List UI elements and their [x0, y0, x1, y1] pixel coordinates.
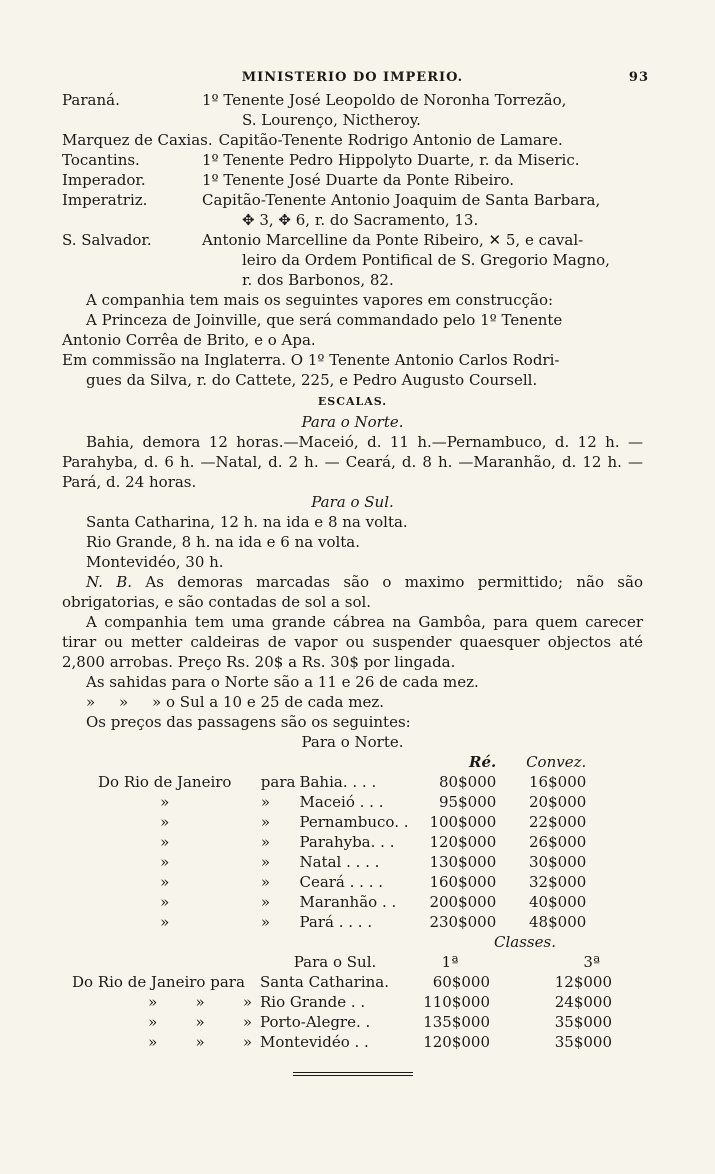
- ship-line: 1º Tenente José Leopoldo de Noronha Torrezão,: [202, 91, 567, 109]
- table-row: [72, 992, 612, 1012]
- col-first-header: 1ª: [441, 953, 459, 971]
- dest-cell: Rio Grande . .: [260, 993, 366, 1011]
- ship-commander: [202, 190, 643, 230]
- ship-entry: [62, 90, 643, 130]
- escalas-norte-text: Bahia, demora 12 horas.—Maceió, d. 11 h.—Pernambuco, d. 12 h. —Parahyba, d. 6 h. —Natal, d. 2 h. — Ceará, d. 8 h. —Maranhão, d. 12 h. —Pará, d. 24 horas.: [62, 433, 643, 491]
- ditto-cell: »: [160, 833, 170, 851]
- ditto-cell: »: [260, 873, 271, 891]
- ship-line: leiro da Ordem Pontifical de S. Gregorio Magno,: [242, 251, 610, 269]
- ship-entry: [62, 170, 643, 190]
- ditto-cell: »: [160, 893, 170, 911]
- escalas-sul-line: Montevidéo, 30 h.: [86, 553, 224, 571]
- fares-sul-title: Para o Sul.: [293, 953, 377, 971]
- ship-name: Imperatriz.: [62, 191, 148, 209]
- re-cell: 200$000: [429, 893, 497, 911]
- ditto-cell: »: [260, 913, 271, 931]
- convez-cell: 40$000: [529, 893, 587, 911]
- table-row: [98, 832, 586, 852]
- origin-cell: Do Rio de Janeiro: [98, 773, 232, 791]
- table-row: [98, 912, 586, 932]
- dest-cell: Maceió . . .: [299, 793, 384, 811]
- dest-cell: Ceará . . . .: [299, 873, 384, 891]
- re-cell: 100$000: [429, 813, 497, 831]
- re-cell: 130$000: [429, 853, 497, 871]
- ship-commander: [202, 230, 643, 290]
- nb-note: [62, 572, 643, 612]
- ship-list: [62, 90, 643, 290]
- convez-cell: 20$000: [529, 793, 587, 811]
- construction-intro: A companhia tem mais os seguintes vapores em construcção:: [86, 291, 554, 309]
- re-cell: 160$000: [429, 873, 497, 891]
- convez-cell: 32$000: [529, 873, 587, 891]
- third-class-cell: 12$000: [554, 973, 612, 991]
- ship-entry: [62, 230, 643, 290]
- fares-norte-title: Para o Norte.: [301, 733, 404, 751]
- ship-name: S. Salvador.: [62, 231, 152, 249]
- ship-entry: [62, 190, 643, 230]
- first-class-cell: 135$000: [423, 1013, 490, 1031]
- fares-norte-table: [98, 752, 586, 932]
- table-row: [98, 792, 586, 812]
- precos-intro: Os preços das passagens são os seguintes:: [86, 713, 411, 731]
- prep-cell: para: [260, 773, 296, 791]
- ship-line: ✥ 3, ✥ 6, r. do Sacramento, 13.: [242, 211, 479, 229]
- third-class-cell: 35$000: [554, 1033, 612, 1051]
- classes-label: Classes.: [494, 933, 556, 951]
- ship-entry: [62, 150, 643, 170]
- construction-line: A Princeza de Joinville, que será commandado pelo 1º Tenente: [86, 311, 563, 329]
- ship-name: Paraná.: [62, 91, 120, 109]
- table-header-row: [72, 952, 612, 972]
- ship-commander: [202, 90, 643, 130]
- escalas-heading: ESCALAS.: [317, 395, 388, 408]
- nb-text: As demoras marcadas são o maximo permittido; não são obrigatorias, e são contadas de sol a sol.: [62, 573, 643, 611]
- escalas-sul-title: Para o Sul.: [311, 493, 394, 511]
- table-row: [98, 772, 586, 792]
- table-row: [98, 892, 586, 912]
- dest-cell: Bahia. . . .: [299, 773, 377, 791]
- ship-entry: [62, 130, 643, 150]
- ship-name: Imperador.: [62, 171, 146, 189]
- nb-label: N. B.: [86, 573, 133, 591]
- table-row: [98, 872, 586, 892]
- re-cell: 120$000: [429, 833, 497, 851]
- first-class-cell: 110$000: [423, 993, 490, 1011]
- convez-cell: 48$000: [529, 913, 587, 931]
- ditto-cell: »: [260, 893, 271, 911]
- third-class-cell: 24$000: [554, 993, 612, 1011]
- gamboa-note: A companhia tem uma grande cábrea na Gambôa, para quem carecer tirar ou metter caldeiras de vapor ou suspender quaesquer objectos até 2,800 arrobas. Preço Rs. 20$ a Rs. 30$ por lingada.: [62, 613, 643, 671]
- ditto-cell: »: [160, 873, 170, 891]
- origin-cell: Do Rio de Janeiro para: [72, 973, 245, 991]
- table-row: [72, 1032, 612, 1052]
- convez-cell: 22$000: [529, 813, 587, 831]
- dest-cell: Santa Catharina.: [260, 973, 390, 991]
- sahidas-norte: As sahidas para o Norte são a 11 e 26 de cada mez.: [86, 673, 479, 691]
- table-row: [72, 1012, 612, 1032]
- ditto-cell: »: [160, 793, 170, 811]
- sahidas-sul: [62, 692, 643, 712]
- ship-line: 1º Tenente Pedro Hippolyto Duarte, r. da Miseric.: [202, 151, 580, 169]
- col-convez-header: Convez.: [526, 753, 587, 771]
- ship-name: Marquez de Caxias.: [62, 131, 213, 149]
- sahidas-sul-text: o Sul a 10 e 25 de cada mez.: [166, 693, 385, 711]
- first-class-cell: 60$000: [432, 973, 490, 991]
- running-header: [62, 68, 649, 90]
- ditto-cell: »: [160, 913, 170, 931]
- third-class-cell: 35$000: [554, 1013, 612, 1031]
- closing-rule: [293, 1072, 413, 1076]
- ditto-cell: » » »: [148, 1013, 252, 1031]
- convez-cell: 26$000: [529, 833, 587, 851]
- re-cell: 95$000: [439, 793, 497, 811]
- re-cell: 230$000: [429, 913, 497, 931]
- ship-commander: [219, 130, 643, 150]
- col-re-header: Ré.: [469, 753, 497, 771]
- table-row: [72, 972, 612, 992]
- ditto-cell: »: [260, 833, 271, 851]
- ship-line: r. dos Barbonos, 82.: [242, 271, 394, 289]
- ship-line: Capitão-Tenente Antonio Joaquim de Santa Barbara,: [202, 191, 601, 209]
- ditto-cell: »: [160, 853, 170, 871]
- ship-line: Capitão-Tenente Rodrigo Antonio de Lamare.: [218, 131, 563, 149]
- convez-cell: 30$000: [529, 853, 587, 871]
- table-row: [98, 852, 586, 872]
- table-header-row: [98, 752, 586, 772]
- dest-cell: Porto-Alegre. .: [260, 1013, 371, 1031]
- first-class-cell: 120$000: [423, 1033, 490, 1051]
- dest-cell: Pará . . . .: [299, 913, 373, 931]
- ship-name: Tocantins.: [62, 151, 140, 169]
- escalas-norte-title: Para o Norte.: [301, 413, 404, 431]
- ship-commander: [202, 170, 643, 190]
- col-third-header: 3ª: [583, 953, 600, 971]
- escalas-sul-line: Rio Grande, 8 h. na ida e 6 na volta.: [86, 533, 361, 551]
- convez-cell: 16$000: [529, 773, 587, 791]
- header-title: MINISTERIO DO IMPERIO.: [241, 70, 464, 85]
- dest-cell: Pernambuco. .: [299, 813, 409, 831]
- ship-commander: [202, 150, 643, 170]
- dest-cell: Montevidéo . .: [260, 1033, 369, 1051]
- construction-notes: [62, 290, 643, 390]
- dest-cell: Maranhão . .: [299, 893, 397, 911]
- ditto-cell: »: [260, 813, 271, 831]
- re-cell: 80$000: [439, 773, 497, 791]
- ship-line: 1º Tenente José Duarte da Ponte Ribeiro.: [202, 171, 515, 189]
- page-number: 93: [628, 70, 649, 85]
- fares-sul-table: [72, 952, 612, 1052]
- construction-line: gues da Silva, r. do Cattete, 225, e Pedro Augusto Coursell.: [86, 371, 538, 389]
- ditto-cell: » » »: [148, 1033, 252, 1051]
- escalas-sul-line: Santa Catharina, 12 h. na ida e 8 na volta.: [86, 513, 408, 531]
- construction-line: Antonio Corrêa de Brito, e o Apa.: [62, 331, 316, 349]
- ditto-cell: » » »: [148, 993, 252, 1011]
- ditto-cell: »: [160, 813, 170, 831]
- ditto-marks: » » »: [86, 693, 162, 711]
- ditto-cell: »: [260, 853, 271, 871]
- table-row: [98, 812, 586, 832]
- ditto-cell: »: [260, 793, 271, 811]
- construction-line: Em commissão na Inglaterra. O 1º Tenente Antonio Carlos Rodri-: [62, 351, 560, 369]
- ship-line: Antonio Marcelline da Ponte Ribeiro, ✕ 5, e caval-: [202, 231, 584, 249]
- dest-cell: Natal . . . .: [299, 853, 380, 871]
- ship-line: S. Lourenço, Nictheroy.: [242, 111, 421, 129]
- dest-cell: Parahyba. . .: [299, 833, 395, 851]
